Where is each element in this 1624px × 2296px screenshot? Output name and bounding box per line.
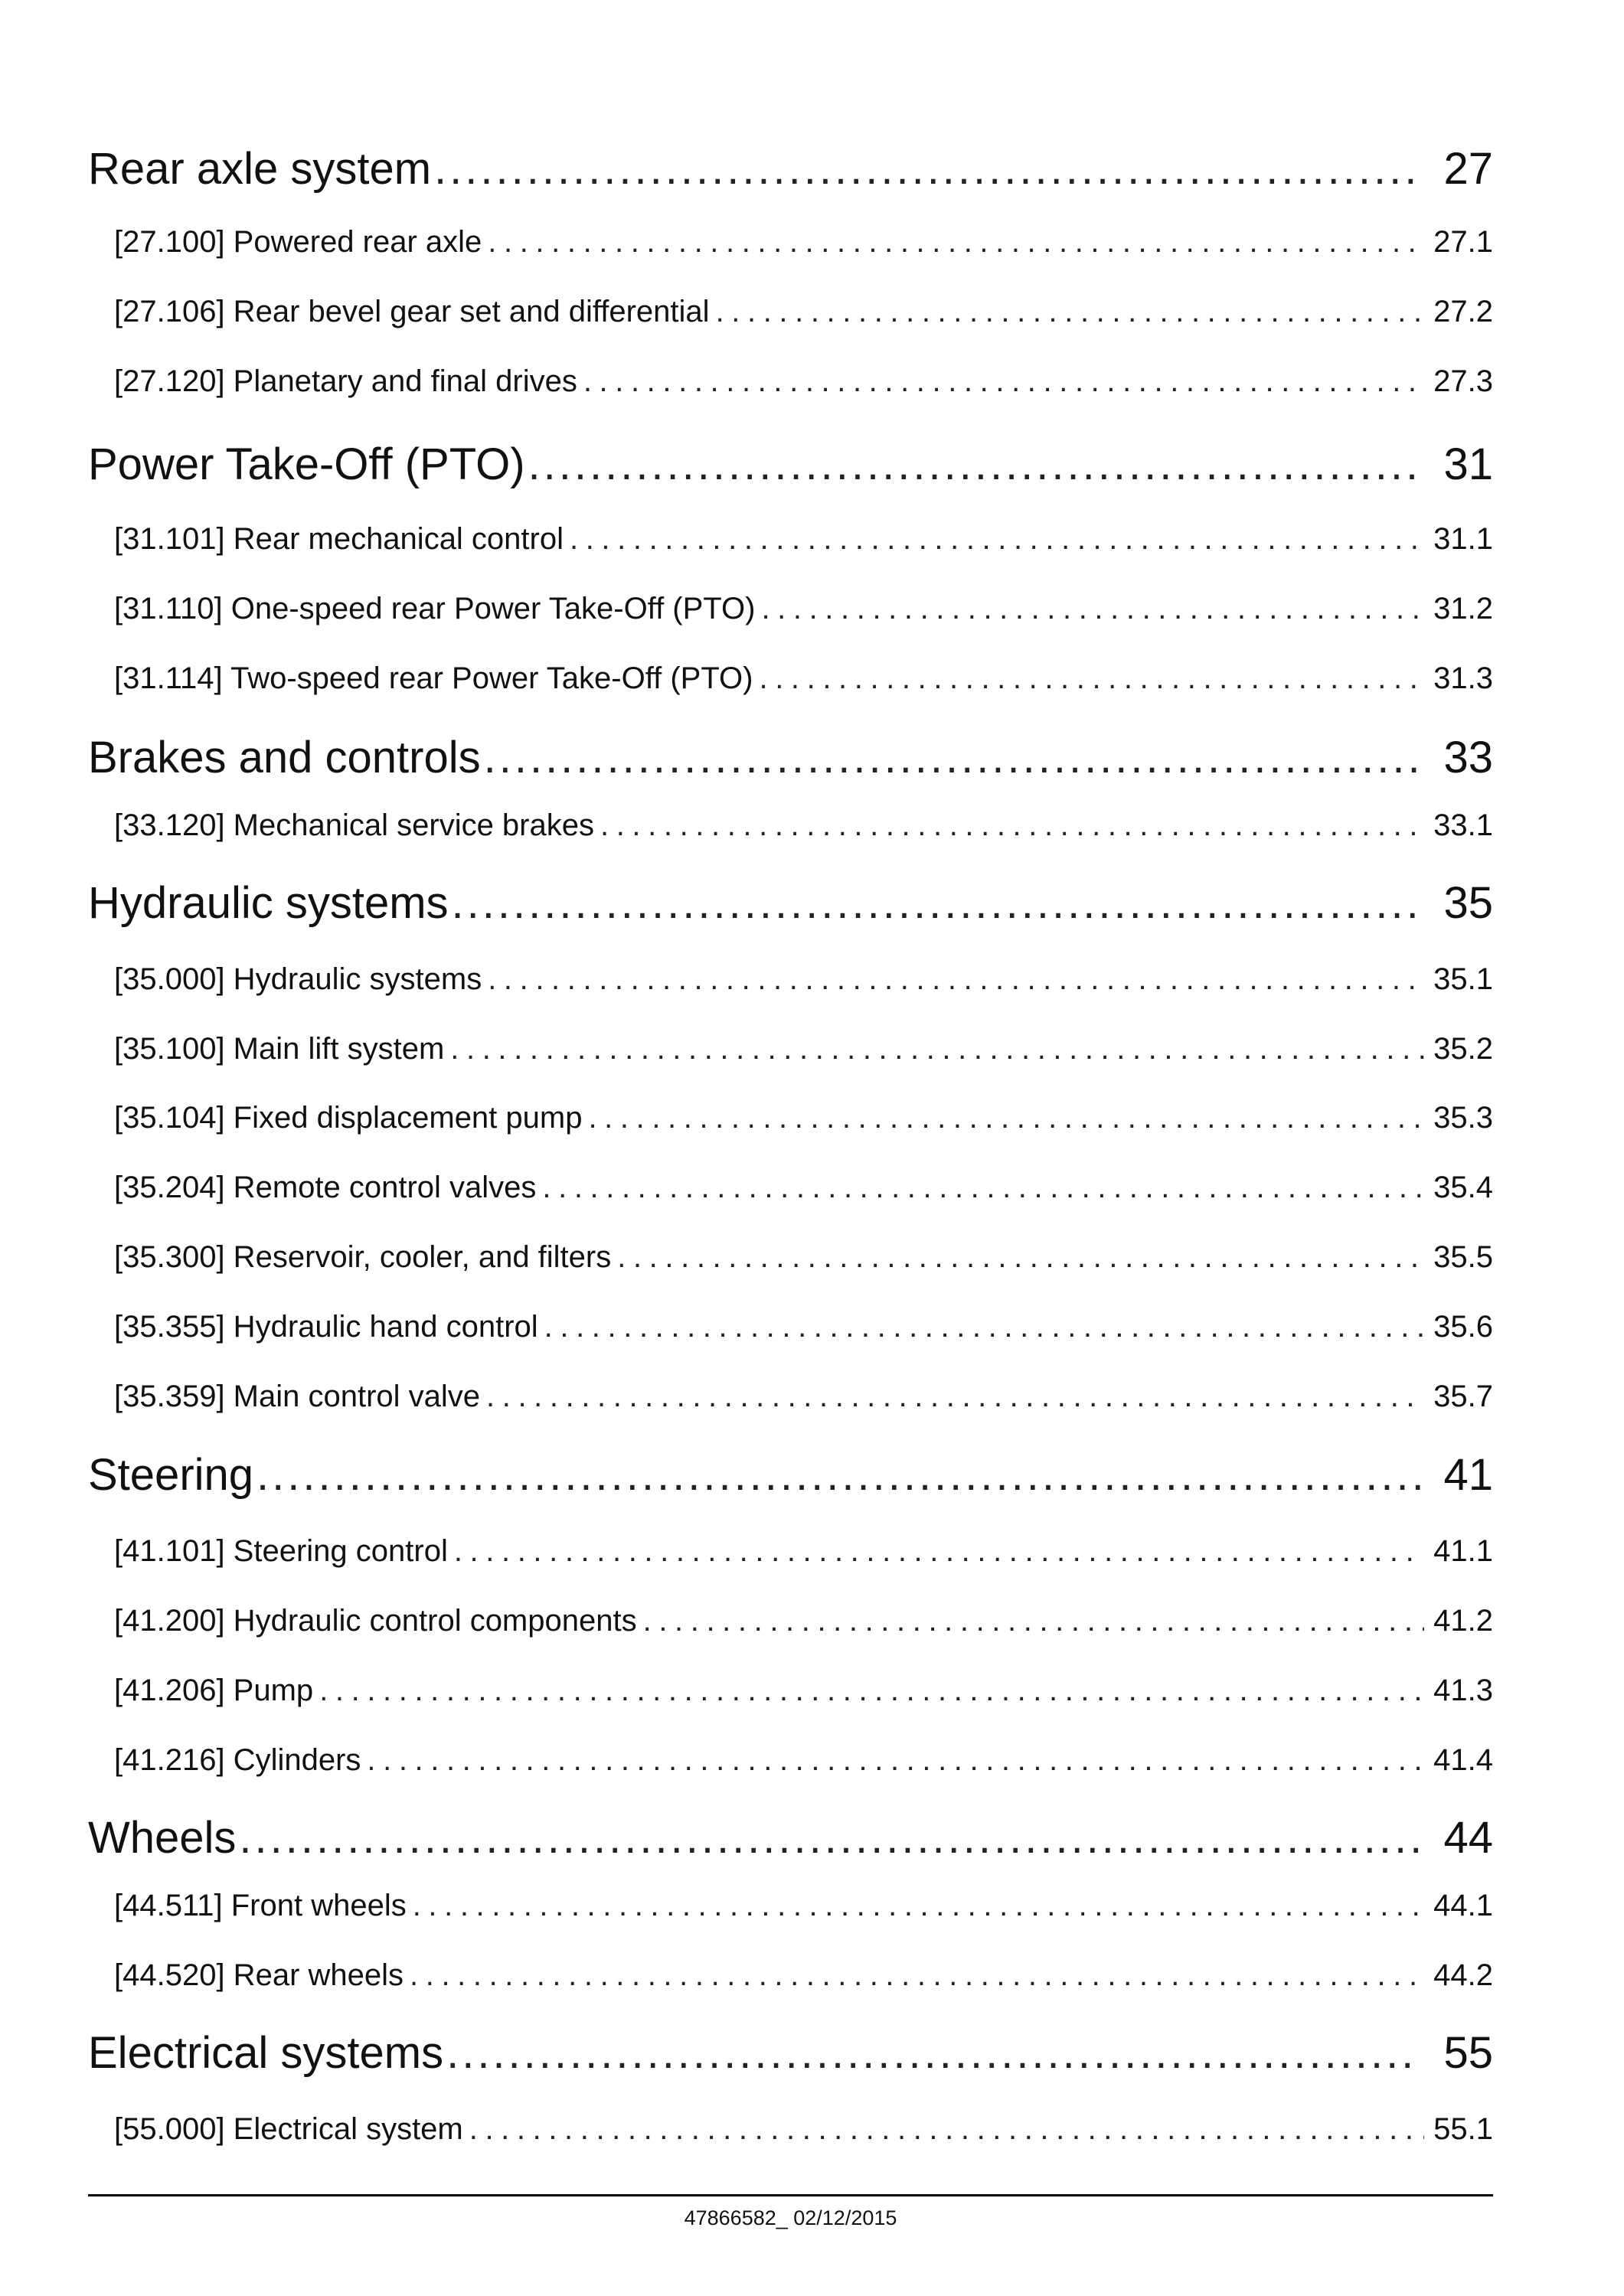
toc-chapter-title: Hydraulic systems [88,878,449,928]
toc-chapter-title: Steering [88,1450,254,1500]
toc-section-title: [35.359] Main control valve [114,1380,481,1413]
toc-section-title: [35.100] Main lift system [114,1032,445,1066]
toc-section-title: [31.110] One-speed rear Power Take-Off (PTO) [114,592,756,625]
toc-chapter-title: Wheels [88,1813,237,1863]
toc-leader-dots [544,1305,1424,1348]
toc-chapter[interactable] [88,877,1493,930]
toc-chapter[interactable] [88,731,1493,785]
toc-leader-dots [488,958,1424,1001]
toc-page-number: 55.1 [1433,2112,1493,2146]
toc-page-number: 35.3 [1433,1101,1493,1135]
toc-leader-dots [486,1375,1424,1418]
toc-leader-dots [583,360,1424,403]
toc-leader-dots [643,1599,1425,1642]
toc-leader-dots [454,1530,1424,1573]
toc-section[interactable] [88,1236,1493,1279]
toc-section[interactable] [88,1096,1493,1139]
toc-page-number: 35.1 [1433,962,1493,996]
toc-page-number: 31.2 [1433,592,1493,625]
toc-chapter[interactable] [88,1811,1493,1865]
toc-leader-dots [588,1096,1424,1139]
toc-section[interactable] [88,1954,1493,1997]
toc-page-number: 27.3 [1433,364,1493,398]
toc-page-number: 35.4 [1433,1171,1493,1204]
toc-leader-dots [367,1739,1424,1782]
toc-section[interactable] [88,1669,1493,1712]
toc-section[interactable] [88,804,1493,847]
toc-section-title: [41.101] Steering control [114,1534,448,1568]
toc-chapter[interactable] [88,2027,1493,2080]
toc-leader-dots [446,2027,1420,2080]
toc-leader-dots [452,877,1421,930]
toc-section-title: [55.000] Electrical system [114,2112,463,2146]
toc-page-number: 33.1 [1433,808,1493,842]
toc-section[interactable] [88,1375,1493,1418]
toc-page-number: 35 [1443,878,1493,928]
toc-chapter-title: Rear axle system [88,144,432,194]
toc-leader-dots [239,1811,1420,1865]
toc-page-number: 27.1 [1433,225,1493,259]
toc-section[interactable] [88,290,1493,333]
toc-leader-dots [761,587,1424,630]
toc-page-number: 44.1 [1433,1889,1493,1922]
toc-section-title: [35.104] Fixed displacement pump [114,1101,583,1135]
toc-section[interactable] [88,2108,1493,2151]
toc-page-number: 31.3 [1433,661,1493,695]
toc-section-title: [41.206] Pump [114,1674,314,1707]
toc-leader-dots [617,1236,1424,1279]
toc-section[interactable] [88,1027,1493,1070]
toc-chapter-title: Power Take-Off (PTO) [88,439,525,489]
toc-section[interactable] [88,1530,1493,1573]
toc-leader-dots [450,1027,1424,1070]
toc-page-number: 31 [1443,439,1493,489]
toc-section[interactable] [88,1599,1493,1642]
table-of-contents [88,0,1493,2190]
toc-section-title: [41.200] Hydraulic control components [114,1604,637,1638]
toc-leader-dots [570,518,1424,560]
toc-page-number: 41 [1443,1450,1493,1500]
toc-page-number: 35.6 [1433,1310,1493,1344]
toc-page-number: 31.1 [1433,522,1493,556]
toc-section[interactable] [88,1739,1493,1782]
toc-section-title: [33.120] Mechanical service brakes [114,808,594,842]
toc-page-number: 35.5 [1433,1240,1493,1274]
footer-divider [88,2194,1493,2196]
toc-leader-dots [716,290,1425,333]
toc-page-number: 33 [1443,733,1493,782]
toc-leader-dots [257,1448,1420,1502]
toc-chapter[interactable] [88,1448,1493,1502]
toc-section-title: [44.511] Front wheels [114,1889,407,1922]
toc-section-title: [41.216] Cylinders [114,1743,361,1777]
toc-section-title: [35.000] Hydraulic systems [114,962,482,996]
toc-chapter[interactable] [88,438,1493,492]
toc-section-title: [35.204] Remote control valves [114,1171,537,1204]
toc-leader-dots [484,731,1421,785]
toc-leader-dots [410,1954,1424,1997]
toc-leader-dots [469,2108,1424,2151]
toc-chapter[interactable] [88,142,1493,196]
toc-section[interactable] [88,1305,1493,1348]
toc-section[interactable] [88,220,1493,263]
toc-page-number: 27.2 [1433,295,1493,328]
toc-page-number: 44 [1443,1813,1493,1863]
toc-page-number: 41.2 [1433,1604,1493,1638]
toc-leader-dots [413,1884,1424,1927]
toc-page-number: 27 [1443,144,1493,194]
toc-section-title: [31.101] Rear mechanical control [114,522,564,556]
toc-section-title: [31.114] Two-speed rear Power Take-Off (PTO) [114,661,753,695]
toc-section-title: [35.355] Hydraulic hand control [114,1310,538,1344]
toc-page-number: 55 [1443,2028,1493,2078]
footer-document-id: 47866582_ 02/12/2015 [684,2206,897,2229]
toc-section-title: [44.520] Rear wheels [114,1958,404,1992]
toc-section-title: [35.300] Reservoir, cooler, and filters [114,1240,612,1274]
toc-section[interactable] [88,518,1493,560]
toc-leader-dots [434,142,1420,196]
toc-page-number: 41.3 [1433,1674,1493,1707]
toc-section[interactable] [88,1884,1493,1927]
toc-leader-dots [759,657,1424,700]
toc-leader-dots [488,220,1424,263]
toc-section-title: [27.106] Rear bevel gear set and differential [114,295,710,328]
toc-page-number: 41.4 [1433,1743,1493,1777]
toc-leader-dots [600,804,1424,847]
toc-section[interactable] [88,360,1493,403]
toc-leader-dots [542,1166,1424,1209]
toc-leader-dots [528,438,1421,492]
toc-section[interactable] [88,1166,1493,1209]
toc-leader-dots [319,1669,1424,1712]
toc-page-number: 35.7 [1433,1380,1493,1413]
toc-page-number: 35.2 [1433,1032,1493,1066]
toc-section[interactable] [88,587,1493,630]
toc-chapter-title: Brakes and controls [88,733,481,782]
toc-chapter-title: Electrical systems [88,2028,444,2078]
toc-page-number: 41.1 [1433,1534,1493,1568]
toc-section-title: [27.100] Powered rear axle [114,225,482,259]
toc-page-number: 44.2 [1433,1958,1493,1992]
toc-section[interactable] [88,958,1493,1001]
toc-section-title: [27.120] Planetary and final drives [114,364,577,398]
toc-section[interactable] [88,657,1493,700]
